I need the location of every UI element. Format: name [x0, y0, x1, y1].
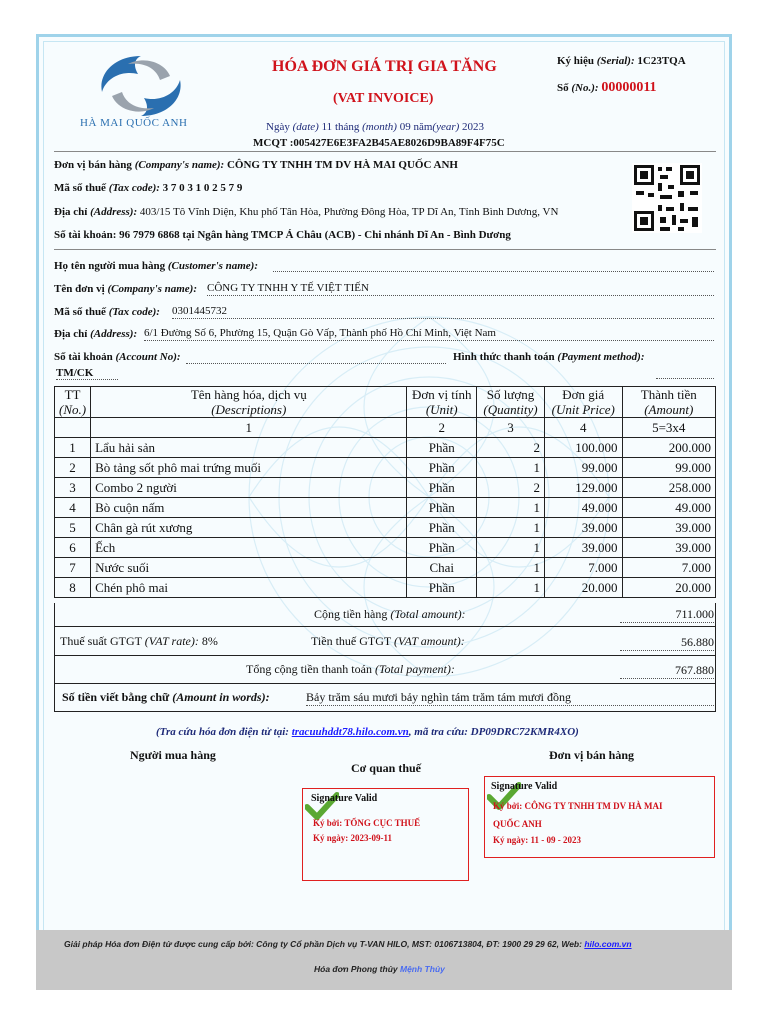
total-payment-label-en: (Total payment):	[374, 662, 455, 676]
serial-line	[557, 55, 686, 67]
item-unit-price: 99.000	[544, 458, 622, 478]
item-unit: Chai	[407, 558, 477, 578]
divider	[54, 151, 716, 152]
item-quantity: 2	[477, 478, 545, 498]
table-header-row	[55, 387, 716, 418]
seller-signature-title: Đơn vị bán hàng	[549, 748, 635, 762]
col-header-amount: Thành tiền	[640, 387, 697, 402]
item-unit: Phần	[407, 538, 477, 558]
customer-label: Họ tên người mua hàng	[54, 260, 166, 272]
col-header-unit-price-en: (Unit Price)	[551, 402, 615, 417]
item-quantity: 1	[477, 518, 545, 538]
item-unit-price: 100.000	[544, 438, 622, 458]
total-amount-label-en: (Total amount):	[390, 607, 466, 621]
item-description: Bò tảng sốt phô mai trứng muối	[91, 458, 407, 478]
seller-account: Số tài khoản: 96 7979 6868 tại Ngân hàng TMCP Á Châu (ACB) - Chi nhánh Dĩ An - Bình Dương	[54, 229, 511, 241]
item-no: 4	[55, 498, 91, 518]
buyer-tax-code: 0301445732	[172, 305, 714, 319]
item-amount: 39.000	[622, 538, 715, 558]
item-unit: Phần	[407, 498, 477, 518]
item-unit-price: 39.000	[544, 538, 622, 558]
seller-signed-by-cont: QUỐC ANH	[493, 819, 542, 829]
vat-rate-value: 8%	[201, 634, 218, 648]
item-no: 1	[55, 438, 91, 458]
month-label-en: (month)	[362, 121, 397, 133]
item-amount: 258.000	[622, 478, 715, 498]
col-header-unit: Đơn vị tính	[411, 387, 472, 402]
item-amount: 7.000	[622, 558, 715, 578]
buyer-signature-title: Người mua hàng	[130, 748, 216, 762]
payment-method-label: Hình thức thanh toán	[453, 351, 555, 363]
col-header-no: TT	[64, 387, 81, 402]
item-no: 6	[55, 538, 91, 558]
serial-label-en: (Serial):	[596, 55, 635, 67]
col-header-no-en: (No.)	[59, 402, 87, 417]
item-description: Lẩu hải sản	[91, 438, 407, 458]
index-cell: 5=3x4	[622, 418, 715, 438]
item-amount: 200.000	[622, 438, 715, 458]
serial-value: 1C23TQA	[637, 55, 686, 67]
number-label: Số	[557, 82, 569, 94]
item-amount: 99.000	[622, 458, 715, 478]
item-unit: Phần	[407, 578, 477, 598]
item-no: 8	[55, 578, 91, 598]
invoice-subtitle: (VAT INVOICE)	[333, 91, 434, 106]
divider	[54, 249, 716, 250]
item-quantity: 1	[477, 538, 545, 558]
table-row	[55, 518, 716, 538]
buyer-address: 6/1 Đường Số 6, Phường 15, Quận Gò Vấp, Thành phố Hồ Chí Minh, Việt Nam	[144, 327, 714, 341]
total-amount-label-line	[314, 607, 466, 622]
footer-fengshui: Hóa đơn Phong thủy	[314, 964, 398, 974]
buyer-account-line	[54, 351, 181, 363]
invoice-title: HÓA ĐƠN GIÁ TRỊ GIA TĂNG	[272, 58, 497, 75]
table-row	[55, 558, 716, 578]
footer-fengshui-link[interactable]: Mệnh Thủy	[400, 964, 445, 974]
item-amount: 39.000	[622, 518, 715, 538]
total-payment-value: 767.880	[620, 663, 714, 679]
vat-rate-label: Thuế suất GTGT	[60, 634, 142, 648]
col-header-unit-price: Đơn giá	[562, 387, 605, 402]
item-unit-price: 129.000	[544, 478, 622, 498]
seller-name-line	[54, 159, 458, 171]
tax-signature-box	[302, 788, 469, 881]
item-unit: Phần	[407, 458, 477, 478]
index-cell	[55, 418, 91, 438]
item-quantity: 1	[477, 578, 545, 598]
item-unit-price: 20.000	[544, 578, 622, 598]
seller-tax-label-en: (Tax code):	[108, 182, 160, 194]
items-body	[55, 438, 716, 598]
table-row	[55, 458, 716, 478]
vat-amount-label-en: (VAT amount):	[394, 634, 465, 648]
vat-amount-value: 56.880	[620, 635, 714, 651]
lookup-line	[156, 726, 579, 738]
total-amount-label: Cộng tiền hàng	[314, 607, 388, 621]
buyer-company-label: Tên đơn vị	[54, 283, 105, 295]
seller-name-label-en: (Company's name):	[134, 159, 225, 171]
tax-signature-valid: Signature Valid	[311, 793, 378, 804]
col-header-description-en: (Descriptions)	[211, 402, 287, 417]
col-header-amount-en: (Amount)	[644, 402, 694, 417]
customer-label-en: (Customer's name):	[167, 260, 259, 272]
item-no: 3	[55, 478, 91, 498]
item-description: Combo 2 người	[91, 478, 407, 498]
seller-name: CÔNG TY TNHH TM DV HÀ MAI QUỐC ANH	[226, 159, 458, 171]
qr-code-icon	[632, 163, 702, 233]
payment-method-line	[453, 351, 645, 363]
tax-signed-by: Ký bởi: TỔNG CỤC THUẾ	[313, 818, 421, 828]
seller-signed-by: Ký bởi: CÔNG TY TNHH TM DV HÀ MAI	[493, 801, 663, 811]
item-quantity: 1	[477, 498, 545, 518]
buyer-address-line	[54, 328, 137, 340]
seller-address-label-en: (Address):	[90, 206, 138, 218]
item-unit-price: 49.000	[544, 498, 622, 518]
tax-signed-date: Ký ngày: 2023-09-11	[313, 833, 393, 843]
seller-signature-valid: Signature Valid	[491, 781, 558, 792]
table-row	[55, 478, 716, 498]
buyer-company-label-en: (Company's name):	[107, 283, 198, 295]
table-row	[55, 498, 716, 518]
item-quantity: 1	[477, 458, 545, 478]
seller-address-line	[54, 206, 558, 218]
item-description: Chén phô mai	[91, 578, 407, 598]
index-cell: 1	[91, 418, 407, 438]
serial-label: Ký hiệu	[557, 55, 594, 67]
index-cell: 4	[544, 418, 622, 438]
table-index-row	[55, 418, 716, 438]
date-label-en: (date)	[292, 121, 319, 133]
customer-value	[273, 258, 714, 272]
item-quantity: 2	[477, 438, 545, 458]
buyer-tax-line	[54, 306, 160, 318]
item-unit: Phần	[407, 478, 477, 498]
buyer-address-label: Địa chỉ	[54, 328, 88, 340]
payment-method-label-en: (Payment method):	[557, 351, 645, 363]
seller-tax-line	[54, 182, 242, 194]
lookup-code: , mã tra cứu: DP09DRC72KMR4XO)	[408, 726, 579, 738]
buyer-account-value	[186, 350, 446, 364]
col-header-quantity-en: (Quantity)	[483, 402, 538, 417]
amount-words-label-en: (Amount in words):	[172, 690, 270, 704]
buyer-tax-label: Mã số thuế	[54, 306, 106, 318]
buyer-company-line	[54, 283, 197, 295]
item-no: 7	[55, 558, 91, 578]
date-day: 11	[321, 121, 333, 133]
items-table	[54, 386, 716, 598]
number-line	[557, 80, 657, 96]
company-logo-icon	[92, 52, 190, 120]
item-amount: 49.000	[622, 498, 715, 518]
footer-fengshui-line	[314, 964, 445, 974]
col-header-description: Tên hàng hóa, dịch vụ	[190, 387, 307, 402]
seller-address: 403/15 Tô Vĩnh Diện, Khu phố Tân Hòa, Phường Đông Hòa, TP Dĩ An, Tỉnh Bình Dương, VN	[139, 206, 559, 218]
customer-label-line	[54, 260, 258, 272]
year-label: năm	[413, 121, 433, 133]
mcqt-code: MCQT :005427E6E3FA2B45AE8026D9BA89F4F75C	[253, 137, 505, 149]
lookup-url-link[interactable]: tracuuhddt78.hilo.com.vn	[291, 726, 409, 738]
amount-words-value: Bảy trăm sáu mươi bảy nghìn tám trăm tám mươi đồng	[306, 690, 714, 706]
buyer-address-label-en: (Address):	[90, 328, 138, 340]
seller-name-label: Đơn vị bán hàng	[54, 159, 132, 171]
vat-amount-label-line	[311, 634, 465, 649]
item-description: Ếch	[91, 538, 407, 558]
seller-tax-label: Mã số thuế	[54, 182, 106, 194]
item-unit: Phần	[407, 438, 477, 458]
item-description: Nước suối	[91, 558, 407, 578]
item-description: Chân gà rút xương	[91, 518, 407, 538]
index-cell: 3	[477, 418, 545, 438]
footer-web-link[interactable]: hilo.com.vn	[584, 939, 632, 949]
date-month: 09	[399, 121, 411, 133]
vat-rate-label-en: (VAT rate):	[144, 634, 199, 648]
total-payment-label: Tổng cộng tiền thanh toán	[246, 662, 372, 676]
table-row	[55, 438, 716, 458]
number-label-en: (No.):	[571, 82, 599, 94]
item-no: 5	[55, 518, 91, 538]
item-description: Bò cuộn nấm	[91, 498, 407, 518]
buyer-account-label: Số tài khoản	[54, 351, 113, 363]
buyer-company: CÔNG TY TNHH Y TẾ VIỆT TIẾN	[207, 282, 714, 296]
buyer-account-label-en: (Account No):	[115, 351, 181, 363]
footer-provider-line	[64, 939, 632, 949]
col-header-unit-en: (Unit)	[425, 402, 458, 417]
seller-signature-box	[484, 776, 715, 858]
index-cell: 2	[407, 418, 477, 438]
seller-tax-code: 3 7 0 3 1 0 2 5 7 9	[162, 182, 243, 194]
item-unit-price: 7.000	[544, 558, 622, 578]
invoice-number: 00000011	[601, 80, 657, 95]
invoice-date	[266, 121, 484, 133]
buyer-tax-label-en: (Tax code):	[108, 306, 160, 318]
tax-authority-title: Cơ quan thuế	[351, 761, 422, 775]
vat-amount-label: Tiền thuế GTGT	[311, 634, 392, 648]
logo-text: HÀ MAI QUỐC ANH	[80, 117, 188, 129]
footer-provider: Giải pháp Hóa đơn Điện tử được cung cấp bởi: Công ty Cổ phần Dịch vụ T-VAN HILO, MST: 0106713804, ĐT: 1900 29 29 62, Web:	[64, 939, 582, 949]
amount-words-label: Số tiền viết bằng chữ	[62, 690, 170, 704]
lookup-prefix: (Tra cứu hóa đơn điện tử tại:	[156, 726, 289, 738]
item-unit-price: 39.000	[544, 518, 622, 538]
date-label: Ngày	[266, 121, 290, 133]
amount-words-line	[62, 690, 270, 705]
date-year: 2023	[462, 121, 485, 133]
item-amount: 20.000	[622, 578, 715, 598]
month-label: tháng	[334, 121, 360, 133]
item-no: 2	[55, 458, 91, 478]
year-label-en: (year)	[432, 121, 460, 133]
item-quantity: 1	[477, 558, 545, 578]
item-unit: Phần	[407, 518, 477, 538]
table-row	[55, 538, 716, 558]
seller-address-label: Địa chỉ	[54, 206, 88, 218]
payment-method-value: TM/CK	[56, 367, 118, 380]
col-header-quantity: Số lượng	[486, 387, 535, 402]
payment-method-dots	[656, 366, 714, 379]
table-row	[55, 578, 716, 598]
total-payment-label-line	[246, 662, 455, 677]
vat-rate-line	[60, 634, 218, 649]
total-amount-value: 711.000	[620, 607, 714, 623]
seller-signed-date: Ký ngày: 11 - 09 - 2023	[493, 835, 582, 845]
